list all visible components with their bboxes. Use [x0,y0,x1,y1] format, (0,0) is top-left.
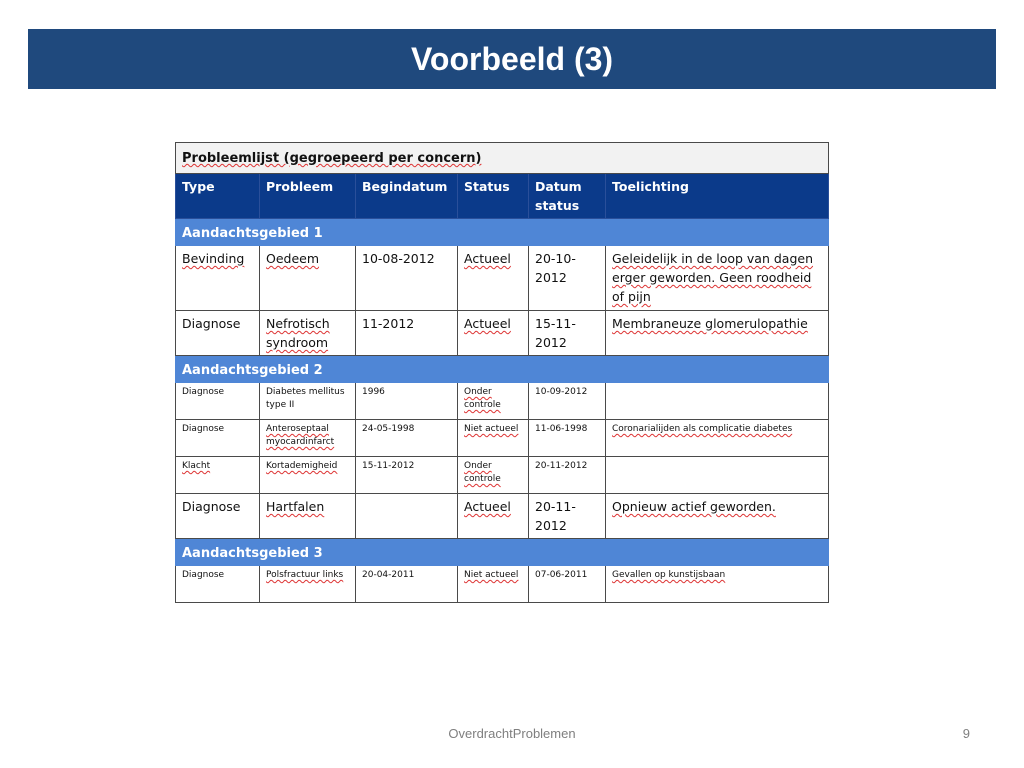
cell-probleem: Anteroseptaal myocardinfarct [260,420,356,457]
cell-type: Diagnose [176,566,260,603]
cell-datum-status: 07-06-2011 [529,566,606,603]
cell-begindatum: 15-11-2012 [356,457,458,494]
group-label: Aandachtsgebied 3 [176,539,829,566]
cell-datum-status: 15-11-2012 [529,311,606,356]
group-label: Aandachtsgebied 1 [176,219,829,246]
col-header-type: Type [176,174,260,219]
cell-begindatum: 1996 [356,383,458,420]
cell-toelichting: Coronarialijden als complicatie diabetes [606,420,829,457]
cell-probleem: Polsfractuur links [260,566,356,603]
cell-probleem: Hartfalen [260,494,356,539]
col-header-probleem: Probleem [260,174,356,219]
cell-status: Actueel [458,246,529,311]
cell-status: Niet actueel [458,420,529,457]
cell-type: Diagnose [176,311,260,356]
group-row-2 [176,356,829,383]
cell-type: Diagnose [176,494,260,539]
cell-status: Onder controle [458,383,529,420]
cell-datum-status: 20-11-2012 [529,457,606,494]
cell-toelichting: Membraneuze glomerulopathie [606,311,829,356]
cell-probleem: Oedeem [260,246,356,311]
table-row [176,457,829,494]
cell-toelichting: Gevallen op kunstijsbaan [606,566,829,603]
cell-status: Actueel [458,311,529,356]
table-header-row [176,174,829,219]
table-row [176,383,829,420]
cell-probleem: Kortademigheid [260,457,356,494]
cell-toelichting: Opnieuw actief geworden. [606,494,829,539]
cell-toelichting [606,457,829,494]
group-row-1 [176,219,829,246]
page-number: 9 [962,726,970,741]
cell-datum-status: 20-11-2012 [529,494,606,539]
cell-begindatum [356,494,458,539]
cell-type: Klacht [176,457,260,494]
table-caption-row [176,143,829,174]
table-caption: Probleemlijst (gegroepeerd per concern) [176,143,829,174]
col-header-datum-status: Datum status [529,174,606,219]
slide-title: Voorbeeld (3) [410,41,614,77]
cell-type: Diagnose [176,420,260,457]
cell-begindatum: 10-08-2012 [356,246,458,311]
col-header-toelichting: Toelichting [606,174,829,219]
table-row [176,566,829,603]
col-header-begindatum: Begindatum [356,174,458,219]
cell-datum-status: 20-10-2012 [529,246,606,311]
col-header-status: Status [458,174,529,219]
problem-list-table [175,142,828,603]
cell-toelichting: Geleidelijk in de loop van dagen erger geworden. Geen roodheid of pijn [606,246,829,311]
cell-begindatum: 24-05-1998 [356,420,458,457]
group-label: Aandachtsgebied 2 [176,356,829,383]
cell-probleem: Diabetes mellitus type II [260,383,356,420]
cell-toelichting [606,383,829,420]
cell-datum-status: 11-06-1998 [529,420,606,457]
table-row [176,494,829,539]
cell-type: Diagnose [176,383,260,420]
title-bar [28,29,996,89]
cell-begindatum: 11-2012 [356,311,458,356]
slide-footer: OverdrachtProblemen [448,726,576,741]
table-row [176,420,829,457]
cell-status: Actueel [458,494,529,539]
cell-status: Niet actueel [458,566,529,603]
cell-probleem: Nefrotisch syndroom [260,311,356,356]
cell-datum-status: 10-09-2012 [529,383,606,420]
table-row [176,246,829,311]
cell-status: Onder controle [458,457,529,494]
group-row-3 [176,539,829,566]
cell-begindatum: 20-04-2011 [356,566,458,603]
table-row [176,311,829,356]
cell-type: Bevinding [176,246,260,311]
